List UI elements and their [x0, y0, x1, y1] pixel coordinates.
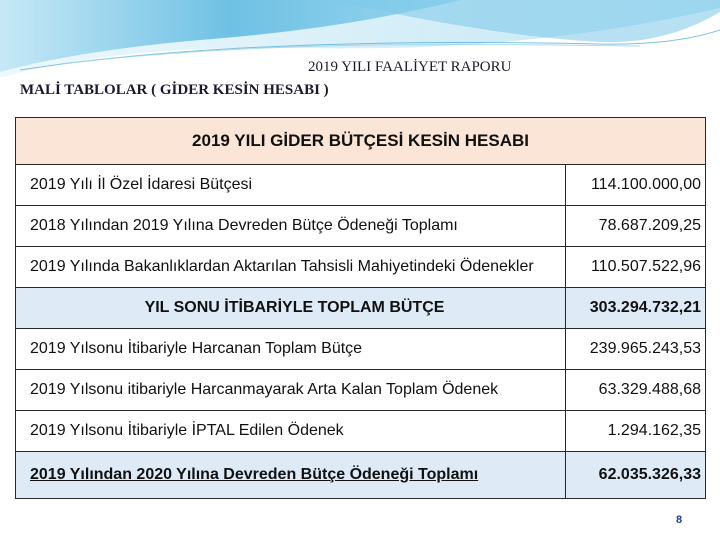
- table-row: [16, 329, 706, 370]
- row-label: YIL SONU İTİBARİYLE TOPLAM BÜTÇE: [16, 288, 566, 329]
- row-label: 2019 Yılsonu itibariyle Harcanmayarak Arta Kalan Toplam Ödenek: [16, 370, 566, 411]
- report-title: 2019 YILI FAALİYET RAPORU: [308, 59, 512, 75]
- carryover-total-row: [16, 452, 706, 499]
- table-header-row: [16, 118, 706, 165]
- table-row: [16, 370, 706, 411]
- table-row: [16, 206, 706, 247]
- table-row: [16, 165, 706, 206]
- row-label: 2019 Yılı İl Özel İdaresi Bütçesi: [16, 165, 566, 206]
- row-value: 1.294.162,35: [566, 411, 706, 452]
- table-row: [16, 247, 706, 288]
- page-number: 8: [676, 514, 683, 526]
- row-value: 110.507.522,96: [566, 247, 706, 288]
- total-budget-row: [16, 288, 706, 329]
- row-value: 303.294.732,21: [566, 288, 706, 329]
- row-value: 114.100.000,00: [566, 165, 706, 206]
- row-label: 2019 Yılında Bakanlıklardan Aktarılan Tahsisli Mahiyetindeki Ödenekler: [16, 247, 566, 288]
- row-label: 2018 Yılından 2019 Yılına Devreden Bütçe Ödeneği Toplamı: [16, 206, 566, 247]
- row-label-text: 2019 Yılından 2020 Yılına Devreden Bütçe Ödeneği Toplamı: [30, 466, 479, 483]
- row-value: 78.687.209,25: [566, 206, 706, 247]
- row-label: 2019 Yılsonu İtibariyle Harcanan Toplam Bütçe: [16, 329, 566, 370]
- row-value: 62.035.326,33: [566, 452, 706, 499]
- decorative-header-swoosh: [0, 0, 720, 90]
- table-title: 2019 YILI GİDER BÜTÇESİ KESİN HESABI: [16, 118, 706, 165]
- section-subtitle: MALİ TABLOLAR ( GİDER KESİN HESABI ): [20, 82, 329, 98]
- row-value: 239.965.243,53: [566, 329, 706, 370]
- row-label: [16, 452, 566, 499]
- row-value: 63.329.488,68: [566, 370, 706, 411]
- row-label: 2019 Yılsonu İtibariyle İPTAL Edilen Ödenek: [16, 411, 566, 452]
- expense-budget-table: [15, 117, 706, 499]
- table-row: [16, 411, 706, 452]
